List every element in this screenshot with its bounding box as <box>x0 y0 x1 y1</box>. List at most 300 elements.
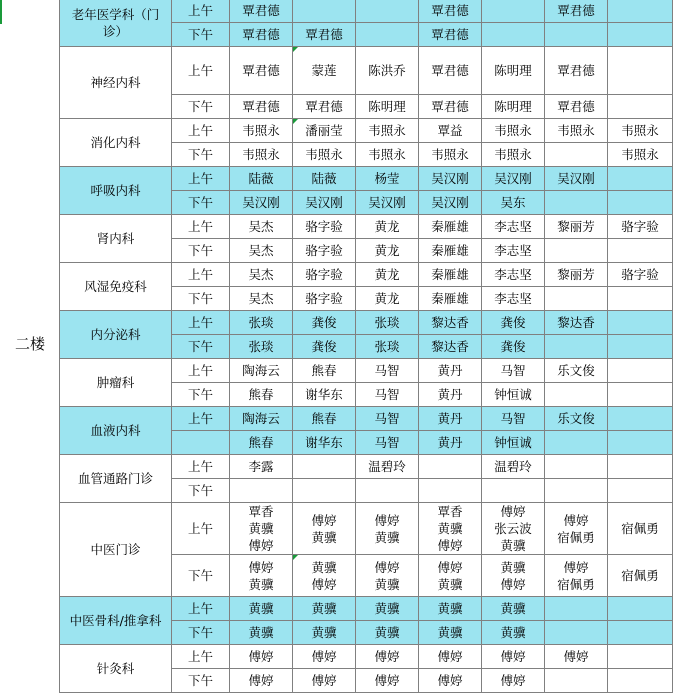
doctor-name: 李志坚 <box>494 267 532 282</box>
doctor-name: 韦照永 <box>242 123 280 138</box>
doctor-cell <box>230 335 293 359</box>
doctor-name: 傅婷 <box>248 538 274 553</box>
doctor-cell <box>545 597 608 621</box>
doctor-cell <box>545 645 608 669</box>
doctor-cell <box>230 455 293 479</box>
doctor-name: 傅婷 <box>500 576 526 592</box>
doctor-name: 傅婷 <box>437 673 463 688</box>
doctor-cell <box>608 621 673 645</box>
period-label: 下午 <box>172 621 230 645</box>
doctor-name: 潘丽莹 <box>305 123 343 138</box>
doctor-cell <box>482 287 545 311</box>
department-name: 针灸科 <box>60 645 172 693</box>
doctor-cell <box>230 167 293 191</box>
period-label: 上午 <box>172 47 230 95</box>
schedule-row <box>60 503 673 555</box>
doctor-cell <box>545 311 608 335</box>
doctor-name: 吴汉刚 <box>242 195 280 210</box>
doctor-name: 黄丹 <box>437 387 463 402</box>
doctor-cell <box>293 263 356 287</box>
doctor-name: 黄骥 <box>374 529 400 545</box>
doctor-cell <box>356 287 419 311</box>
doctor-name: 黄骥 <box>248 576 274 592</box>
doctor-name: 黄骥 <box>500 625 526 640</box>
period-label: 下午 <box>172 383 230 407</box>
doctor-cell <box>230 143 293 167</box>
doctor-cell <box>419 645 482 669</box>
doctor-name: 覃君德 <box>557 3 595 18</box>
schedule-row <box>60 215 673 239</box>
doctor-cell <box>419 167 482 191</box>
doctor-name: 马智 <box>374 435 400 450</box>
doctor-name: 张琰 <box>374 315 400 330</box>
doctor-name: 谢华东 <box>305 435 343 450</box>
doctor-cell <box>293 383 356 407</box>
doctor-name: 陶海云 <box>242 411 280 426</box>
doctor-cell <box>356 503 419 555</box>
schedule-row <box>60 359 673 383</box>
doctor-cell <box>419 191 482 215</box>
doctor-name: 韦照永 <box>431 147 469 162</box>
doctor-cell <box>419 335 482 359</box>
department-name: 老年医学科（门诊） <box>60 0 172 47</box>
doctor-name: 温碧玲 <box>368 459 406 474</box>
doctor-name: 黄骥 <box>500 538 526 553</box>
doctor-name: 龚俊 <box>311 315 337 330</box>
department-name: 中医门诊 <box>60 503 172 597</box>
doctor-name: 黄骥 <box>374 625 400 640</box>
doctor-cell <box>482 311 545 335</box>
doctor-name: 熊春 <box>311 411 337 426</box>
doctor-name: 陆薇 <box>311 171 337 186</box>
doctor-name: 傅婷 <box>563 649 589 664</box>
doctor-cell <box>545 479 608 503</box>
doctor-cell <box>230 95 293 119</box>
period-label: 上午 <box>172 167 230 191</box>
doctor-cell <box>293 47 356 95</box>
doctor-cell <box>545 23 608 47</box>
doctor-cell <box>293 23 356 47</box>
doctor-name: 覃香 <box>248 504 274 519</box>
doctor-name: 秦雁雄 <box>431 267 469 282</box>
doctor-cell <box>608 119 673 143</box>
doctor-cell <box>608 359 673 383</box>
doctor-cell <box>293 287 356 311</box>
doctor-cell <box>482 0 545 23</box>
doctor-cell <box>545 407 608 431</box>
doctor-name: 龚俊 <box>311 339 337 354</box>
doctor-cell <box>293 359 356 383</box>
doctor-name: 陶海云 <box>242 363 280 378</box>
doctor-cell <box>293 311 356 335</box>
doctor-cell <box>482 191 545 215</box>
doctor-name: 吴杰 <box>248 219 274 234</box>
doctor-name: 黄骥 <box>248 625 274 640</box>
doctor-name: 黄骥 <box>311 601 337 616</box>
doctor-cell <box>545 95 608 119</box>
period-label: 下午 <box>172 143 230 167</box>
doctor-cell <box>230 383 293 407</box>
schedule-row <box>60 455 673 479</box>
doctor-cell <box>608 479 673 503</box>
doctor-name: 黄骥 <box>437 601 463 616</box>
schedule-row <box>60 311 673 335</box>
doctor-name: 骆字验 <box>305 219 343 234</box>
doctor-name: 傅婷 <box>374 673 400 688</box>
period-label: 下午 <box>172 23 230 47</box>
doctor-cell <box>419 455 482 479</box>
doctor-name: 傅婷 <box>500 673 526 688</box>
doctor-cell <box>608 263 673 287</box>
schedule-row <box>60 597 673 621</box>
doctor-cell <box>608 431 673 455</box>
doctor-cell <box>293 215 356 239</box>
doctor-name: 李露 <box>248 459 274 474</box>
doctor-cell <box>230 0 293 23</box>
doctor-cell <box>230 645 293 669</box>
period-label: 上午 <box>172 645 230 669</box>
doctor-name: 陈明理 <box>494 63 532 78</box>
doctor-cell <box>356 0 419 23</box>
doctor-cell <box>545 191 608 215</box>
doctor-name: 吴汉刚 <box>557 171 595 186</box>
doctor-cell <box>608 455 673 479</box>
doctor-cell <box>356 383 419 407</box>
doctor-cell <box>356 597 419 621</box>
doctor-cell <box>608 669 673 693</box>
doctor-name: 黄丹 <box>437 435 463 450</box>
doctor-cell <box>419 95 482 119</box>
period-label: 上午 <box>172 263 230 287</box>
doctor-cell <box>482 167 545 191</box>
doctor-cell <box>482 239 545 263</box>
doctor-cell <box>356 407 419 431</box>
doctor-name: 傅婷 <box>248 649 274 664</box>
doctor-cell <box>482 383 545 407</box>
doctor-name: 龚俊 <box>500 315 526 330</box>
doctor-cell <box>293 669 356 693</box>
doctor-name: 龚俊 <box>500 339 526 354</box>
doctor-cell <box>356 621 419 645</box>
period-label: 下午 <box>172 287 230 311</box>
doctor-name: 傅婷 <box>563 559 589 575</box>
doctor-cell <box>293 555 356 597</box>
doctor-name: 马智 <box>500 411 526 426</box>
doctor-cell <box>230 23 293 47</box>
doctor-cell <box>482 215 545 239</box>
doctor-name: 李志坚 <box>494 291 532 306</box>
doctor-name: 骆字验 <box>621 267 659 282</box>
doctor-name: 宿佩勇 <box>621 568 659 583</box>
doctor-cell <box>545 287 608 311</box>
doctor-cell <box>608 383 673 407</box>
doctor-name: 李志坚 <box>494 243 532 258</box>
doctor-name: 韦照永 <box>621 147 659 162</box>
doctor-cell <box>482 335 545 359</box>
doctor-cell <box>608 215 673 239</box>
doctor-cell <box>482 431 545 455</box>
doctor-cell <box>482 263 545 287</box>
schedule-row <box>60 407 673 431</box>
doctor-name: 覃君德 <box>242 3 280 18</box>
doctor-cell <box>356 95 419 119</box>
doctor-name: 马智 <box>374 411 400 426</box>
doctor-name: 骆字验 <box>305 267 343 282</box>
doctor-name: 吴杰 <box>248 267 274 282</box>
schedule-row <box>60 47 673 95</box>
department-name: 风湿免疫科 <box>60 263 172 311</box>
doctor-cell <box>356 23 419 47</box>
schedule-row <box>60 263 673 287</box>
doctor-name: 张琰 <box>374 339 400 354</box>
doctor-cell <box>419 383 482 407</box>
doctor-cell <box>356 239 419 263</box>
doctor-name: 吴汉刚 <box>305 195 343 210</box>
doctor-cell <box>482 479 545 503</box>
doctor-cell <box>293 191 356 215</box>
doctor-cell <box>293 0 356 23</box>
doctor-cell <box>356 669 419 693</box>
department-name: 血管通路门诊 <box>60 455 172 503</box>
doctor-name: 熊春 <box>311 363 337 378</box>
doctor-name: 覃君德 <box>431 3 469 18</box>
doctor-name: 覃君德 <box>557 63 595 78</box>
schedule-row <box>60 645 673 669</box>
doctor-name: 黄骥 <box>437 625 463 640</box>
doctor-name: 黄丹 <box>437 411 463 426</box>
doctor-cell <box>482 119 545 143</box>
period-label: 上午 <box>172 119 230 143</box>
doctor-cell <box>356 167 419 191</box>
doctor-cell <box>419 215 482 239</box>
department-name: 中医骨科/推拿科 <box>60 597 172 645</box>
doctor-name: 吴汉刚 <box>431 171 469 186</box>
doctor-cell <box>545 621 608 645</box>
doctor-cell <box>293 597 356 621</box>
doctor-name: 熊春 <box>248 435 274 450</box>
period-label: 上午 <box>172 407 230 431</box>
period-label: 下午 <box>172 191 230 215</box>
doctor-name: 李志坚 <box>494 219 532 234</box>
doctor-name: 黄龙 <box>374 291 400 306</box>
doctor-cell <box>482 455 545 479</box>
doctor-cell <box>545 143 608 167</box>
doctor-cell <box>482 555 545 597</box>
doctor-name: 张琰 <box>248 339 274 354</box>
doctor-name: 陈明理 <box>368 99 406 114</box>
doctor-cell <box>608 311 673 335</box>
period-label: 下午 <box>172 479 230 503</box>
doctor-cell <box>482 143 545 167</box>
doctor-name: 骆字验 <box>305 243 343 258</box>
doctor-cell <box>482 621 545 645</box>
doctor-cell <box>608 0 673 23</box>
doctor-cell <box>608 95 673 119</box>
doctor-name: 傅婷 <box>500 649 526 664</box>
doctor-name: 谢华东 <box>305 387 343 402</box>
doctor-cell <box>293 407 356 431</box>
doctor-cell <box>419 431 482 455</box>
doctor-cell <box>356 645 419 669</box>
period-label: 下午 <box>172 335 230 359</box>
doctor-cell <box>419 407 482 431</box>
schedule-row <box>60 119 673 143</box>
doctor-name: 马智 <box>374 387 400 402</box>
doctor-name: 傅婷 <box>311 576 337 592</box>
doctor-cell <box>608 503 673 555</box>
doctor-name: 覃君德 <box>305 99 343 114</box>
doctor-name: 黎达香 <box>431 339 469 354</box>
doctor-name: 黄龙 <box>374 267 400 282</box>
doctor-cell <box>356 143 419 167</box>
department-name: 肾内科 <box>60 215 172 263</box>
doctor-name: 黄骥 <box>311 529 337 545</box>
doctor-name: 傅婷 <box>437 538 463 553</box>
department-name: 内分泌科 <box>60 311 172 359</box>
doctor-cell <box>419 23 482 47</box>
doctor-cell <box>482 47 545 95</box>
doctor-name: 马智 <box>500 363 526 378</box>
doctor-cell <box>230 359 293 383</box>
doctor-name: 黄丹 <box>437 363 463 378</box>
doctor-cell <box>419 239 482 263</box>
doctor-cell <box>419 263 482 287</box>
doctor-cell <box>356 119 419 143</box>
doctor-name: 韦照永 <box>368 123 406 138</box>
doctor-name: 覃君德 <box>431 99 469 114</box>
doctor-name: 覃益 <box>437 123 463 138</box>
doctor-cell <box>419 311 482 335</box>
doctor-cell <box>545 503 608 555</box>
doctor-cell <box>482 645 545 669</box>
doctor-cell <box>608 555 673 597</box>
doctor-cell <box>293 479 356 503</box>
doctor-name: 韦照永 <box>305 147 343 162</box>
doctor-cell <box>545 263 608 287</box>
doctor-cell <box>419 359 482 383</box>
doctor-name: 覃君德 <box>431 27 469 42</box>
doctor-name: 韦照永 <box>621 123 659 138</box>
period-label: 上午 <box>172 215 230 239</box>
doctor-name: 傅婷 <box>374 512 400 528</box>
doctor-cell <box>608 143 673 167</box>
doctor-name: 秦雁雄 <box>431 243 469 258</box>
doctor-cell <box>419 143 482 167</box>
doctor-name: 陈明理 <box>494 99 532 114</box>
schedule-row <box>60 167 673 191</box>
doctor-cell <box>482 407 545 431</box>
doctor-name: 黄骥 <box>248 521 274 536</box>
doctor-cell <box>293 621 356 645</box>
doctor-cell <box>608 645 673 669</box>
doctor-cell <box>356 47 419 95</box>
doctor-name: 乐文俊 <box>557 363 595 378</box>
doctor-cell <box>419 287 482 311</box>
doctor-cell <box>356 335 419 359</box>
doctor-name: 黎达香 <box>557 315 595 330</box>
doctor-name: 傅婷 <box>311 649 337 664</box>
doctor-cell <box>293 335 356 359</box>
doctor-name: 黄骥 <box>248 601 274 616</box>
period-label: 下午 <box>172 669 230 693</box>
doctor-cell <box>230 431 293 455</box>
doctor-name: 吴汉刚 <box>431 195 469 210</box>
period-label: 上午 <box>172 359 230 383</box>
doctor-cell <box>230 119 293 143</box>
doctor-name: 骆字验 <box>305 291 343 306</box>
doctor-cell <box>545 555 608 597</box>
period-label: 下午 <box>172 239 230 263</box>
doctor-name: 秦雁雄 <box>431 291 469 306</box>
doctor-cell <box>230 479 293 503</box>
doctor-name: 杨莹 <box>374 171 400 186</box>
doctor-cell <box>293 239 356 263</box>
doctor-cell <box>356 479 419 503</box>
doctor-cell <box>419 47 482 95</box>
period-label: 上午 <box>172 455 230 479</box>
doctor-name: 傅婷 <box>248 673 274 688</box>
doctor-name: 乐文俊 <box>557 411 595 426</box>
doctor-cell <box>482 359 545 383</box>
doctor-name: 傅婷 <box>311 512 337 528</box>
doctor-cell <box>356 311 419 335</box>
doctor-cell <box>545 215 608 239</box>
doctor-cell <box>545 669 608 693</box>
doctor-cell <box>293 503 356 555</box>
doctor-cell <box>545 335 608 359</box>
doctor-cell <box>608 191 673 215</box>
doctor-cell <box>419 669 482 693</box>
doctor-name: 陆薇 <box>248 171 274 186</box>
doctor-cell <box>230 503 293 555</box>
doctor-cell <box>419 621 482 645</box>
doctor-name: 韦照永 <box>494 147 532 162</box>
doctor-cell <box>293 645 356 669</box>
department-name: 神经内科 <box>60 47 172 119</box>
doctor-cell <box>356 359 419 383</box>
doctor-name: 傅婷 <box>500 504 526 519</box>
department-name: 呼吸内科 <box>60 167 172 215</box>
doctor-cell <box>545 239 608 263</box>
doctor-cell <box>293 143 356 167</box>
doctor-name: 韦照永 <box>242 147 280 162</box>
doctor-cell <box>230 669 293 693</box>
doctor-cell <box>356 455 419 479</box>
doctor-cell <box>230 47 293 95</box>
doctor-name: 黎丽芳 <box>557 267 595 282</box>
schedule-row <box>60 0 673 23</box>
doctor-name: 蒙莲 <box>311 63 337 78</box>
doctor-name: 覃君德 <box>305 27 343 42</box>
doctor-cell <box>230 287 293 311</box>
doctor-cell <box>419 0 482 23</box>
doctor-cell <box>293 455 356 479</box>
doctor-cell <box>482 597 545 621</box>
doctor-name: 吴汉刚 <box>494 171 532 186</box>
doctor-name: 傅婷 <box>437 649 463 664</box>
doctor-name: 韦照永 <box>557 123 595 138</box>
doctor-name: 吴杰 <box>248 243 274 258</box>
doctor-name: 宿佩勇 <box>557 576 595 592</box>
doctor-name: 傅婷 <box>248 559 274 575</box>
doctor-name: 傅婷 <box>437 559 463 575</box>
doctor-name: 张琰 <box>248 315 274 330</box>
period-label: 上午 <box>172 311 230 335</box>
doctor-name: 黄骥 <box>500 601 526 616</box>
doctor-cell <box>293 167 356 191</box>
doctor-name: 黄骥 <box>374 601 400 616</box>
doctor-cell <box>482 669 545 693</box>
